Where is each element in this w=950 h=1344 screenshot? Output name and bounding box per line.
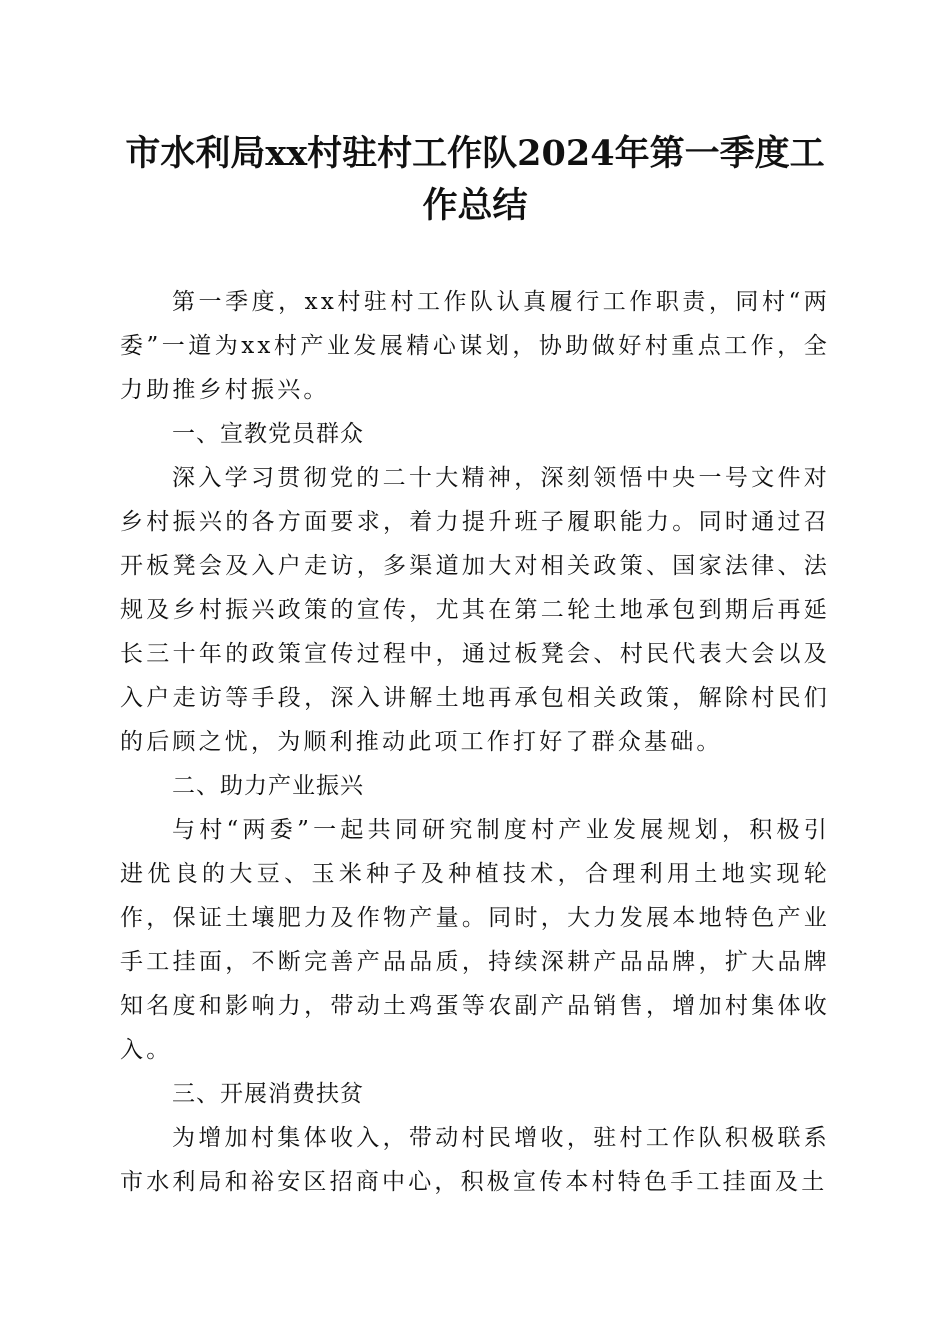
document-title bbox=[120, 128, 830, 232]
document-body bbox=[120, 280, 830, 1204]
section-paragraph-3: 为增加村集体收入，带动村民增收，驻村工作队积极联系市水利局和裕安区招商中心，积极宣传本村特色手工挂面及土 bbox=[120, 1125, 830, 1195]
section-paragraph-2: 与村“两委”一起共同研究制度村产业发展规划，积极引进优良的大豆、玉米种子及种植技术，合理利用土地实现轮作，保证土壤肥力及作物产量。同时，大力发展本地特色产业手工挂面，不断完善产品品质，持续深耕产品品牌，扩大品牌知名度和影响力，带动土鸡蛋等农副产品销售，增加村集体收入。 bbox=[120, 817, 830, 1063]
intro-paragraph: 第一季度，xx村驻村工作队认真履行工作职责，同村“两委”一道为xx村产业发展精心谋划，协助做好村重点工作，全力助推乡村振兴。 bbox=[120, 289, 830, 403]
title-line-1: 市水利局xx村驻村工作队2024年第一季度工 bbox=[125, 133, 825, 174]
section-paragraph-1: 深入学习贯彻党的二十大精神，深刻领悟中央一号文件对乡村振兴的各方面要求，着力提升班子履职能力。同时通过召开板凳会及入户走访，多渠道加大对相关政策、国家法律、法规及乡村振兴政策的宣传，尤其在第二轮土地承包到期后再延长三十年的政策宣传过程中，通过板凳会、村民代表大会以及入户走访等手段，深入讲解土地再承包相关政策，解除村民们的后顾之忧，为顺利推动此项工作打好了群众基础。 bbox=[120, 465, 830, 755]
title-line-2: 作总结 bbox=[422, 185, 528, 226]
section-heading-1: 一、宣教党员群众 bbox=[172, 421, 364, 447]
section-heading-3: 三、开展消费扶贫 bbox=[172, 1081, 364, 1107]
section-heading-2: 二、助力产业振兴 bbox=[172, 773, 364, 799]
